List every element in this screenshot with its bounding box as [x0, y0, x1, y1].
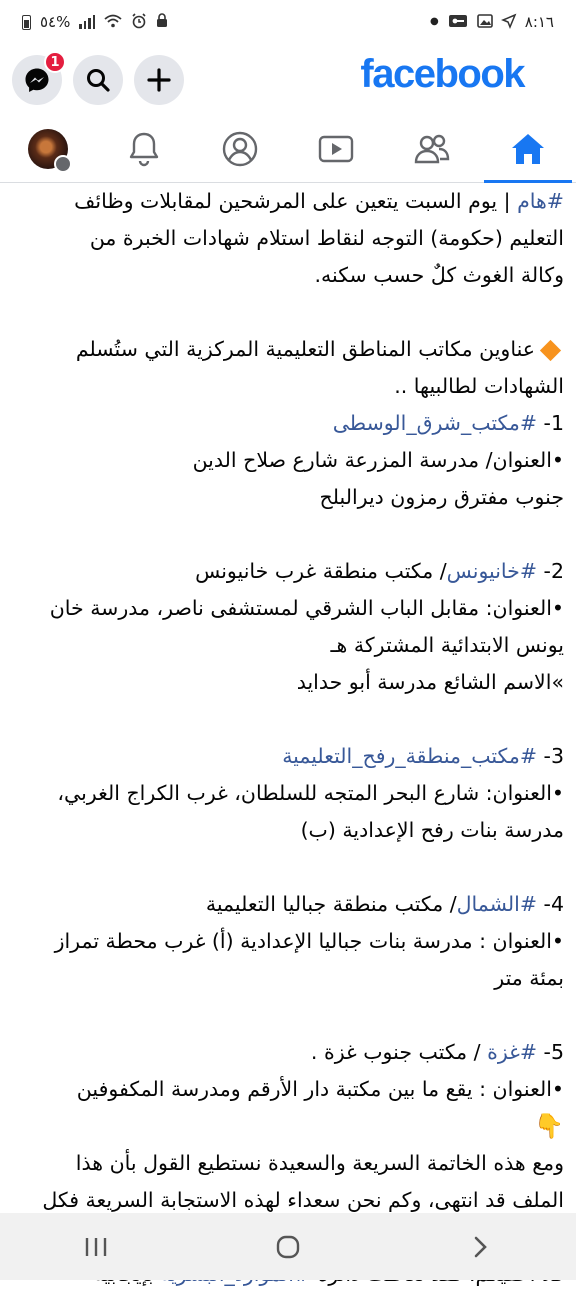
- post-line: •العنوان: مقابل الباب الشرقي لمستشفى ناصر، مدرسة خان: [49, 596, 564, 620]
- post-line: التعليم (حكومة) التوجه لنقاط استلام شهادات الخبرة من: [89, 226, 564, 250]
- dot-icon: ●: [430, 16, 439, 27]
- post-line: بمئة متر: [494, 966, 564, 990]
- post-line: الملف قد انتهى، وكم نحن سعداء لهذه الاستجابة السريعة فكل: [42, 1188, 564, 1212]
- status-right: [430, 13, 554, 31]
- item-number: 4-: [537, 892, 564, 916]
- pointing-down-icon: 👇: [534, 1112, 564, 1140]
- gallery-icon: [477, 14, 493, 31]
- tab-menu[interactable]: [0, 116, 96, 182]
- spacer: [10, 701, 564, 738]
- signal-icon: [79, 15, 95, 29]
- tab-notifications[interactable]: [96, 116, 192, 182]
- text-span: / مكتب منطقة غرب خانيونس: [195, 559, 447, 583]
- spacer: [10, 294, 564, 331]
- back-button[interactable]: [440, 1222, 520, 1272]
- post-line: [10, 1034, 564, 1071]
- system-nav-bar: [0, 1213, 576, 1280]
- text-span: / مكتب منطقة جباليا التعليمية: [205, 892, 457, 916]
- post-text: [0, 183, 576, 1213]
- orange-diamond-icon: [540, 339, 561, 360]
- text-span: | يوم السبت يتعين على المرشحين لمقابلات وظائف: [74, 189, 518, 213]
- bell-icon: [128, 131, 160, 167]
- post-line: [10, 886, 564, 923]
- post-line: [10, 331, 564, 368]
- post-line: جنوب مفترق رمزون ديرالبلح: [319, 485, 564, 509]
- facebook-logo[interactable]: facebook: [360, 52, 524, 96]
- post-line: [10, 553, 564, 590]
- spacer: [10, 516, 564, 553]
- wifi-icon: [104, 14, 122, 31]
- messenger-badge: 1: [44, 51, 66, 73]
- lock-icon: [156, 13, 168, 31]
- post-line: •العنوان : يقع ما بين مكتبة دار الأرقم ومدرسة المكفوفين: [76, 1077, 564, 1101]
- item-number: 2-: [537, 559, 564, 583]
- profile-icon: [222, 131, 258, 167]
- friends-icon: [413, 133, 451, 165]
- create-button[interactable]: [134, 55, 184, 105]
- hashtag-link[interactable]: #هام: [517, 189, 564, 213]
- messenger-button[interactable]: [12, 55, 62, 105]
- home-icon: [510, 132, 546, 166]
- hashtag-link[interactable]: #مكتب_شرق_الوسطى: [332, 411, 538, 435]
- hashtag-link[interactable]: #خانيونس: [446, 559, 538, 583]
- post-line: [10, 183, 564, 220]
- hashtag-link[interactable]: #غزة: [487, 1040, 538, 1064]
- menu-icon: [54, 155, 72, 173]
- battery-icon: [22, 15, 31, 30]
- search-icon: [85, 67, 111, 93]
- post-line: الشهادات لطالبيها ..: [394, 374, 564, 398]
- plus-icon: [147, 68, 171, 92]
- avatar: [28, 129, 68, 169]
- post-line: •العنوان/ مدرسة المزرعة شارع صلاح الدين: [192, 448, 564, 472]
- item-number: 5-: [537, 1040, 564, 1064]
- post-line: وكالة الغوث كلٌ حسب سكنه.: [314, 263, 564, 287]
- text-span: / مكتب جنوب غزة .: [310, 1040, 488, 1064]
- post-line: [10, 738, 564, 775]
- hashtag-link[interactable]: #الشمال: [456, 892, 538, 916]
- tab-friends[interactable]: [384, 116, 480, 182]
- chevron-right-icon: [471, 1235, 489, 1259]
- post-line: •العنوان: شارع البحر المتجه للسلطان، غرب الكراج الغربي،: [57, 781, 564, 805]
- recent-apps-button[interactable]: [56, 1222, 136, 1272]
- post-line: ومع هذه الخاتمة السريعة والسعيدة نستطيع القول بأن هذا: [75, 1151, 564, 1175]
- post-line: يونس الابتدائية المشتركة هـ: [330, 633, 564, 657]
- alarm-icon: [131, 13, 147, 32]
- tab-bar: [0, 116, 576, 183]
- item-number: 1-: [537, 411, 564, 435]
- tab-watch[interactable]: [288, 116, 384, 182]
- post-line: »الاسم الشائع مدرسة أبو حدايد: [296, 670, 564, 694]
- post-line: مدرسة بنات رفح الإعدادية (ب): [300, 818, 564, 842]
- spacer: [10, 997, 564, 1034]
- spacer: [10, 849, 564, 886]
- status-left: [22, 13, 168, 32]
- home-nav-button[interactable]: [248, 1222, 328, 1272]
- recent-apps-icon: [84, 1236, 108, 1258]
- battery-percent: ٥٤%: [40, 13, 71, 31]
- clock-time: ٨:١٦: [524, 13, 554, 31]
- navigation-icon: [502, 14, 516, 31]
- text-span: عناوين مكاتب المناطق التعليمية المركزية التي ستُسلم: [75, 337, 535, 361]
- tab-profile[interactable]: [192, 116, 288, 182]
- post-line: •العنوان : مدرسة بنات جباليا الإعدادية (أ) غرب محطة تمراز: [54, 929, 564, 953]
- item-number: 3-: [537, 744, 564, 768]
- status-bar: [0, 0, 576, 44]
- tab-home[interactable]: [480, 116, 576, 182]
- hashtag-link[interactable]: #مكتب_منطقة_رفح_التعليمية: [282, 744, 538, 768]
- search-button[interactable]: [73, 55, 123, 105]
- vpn-key-icon: [448, 14, 468, 31]
- app-header: [0, 44, 576, 116]
- video-icon: [318, 134, 354, 164]
- post-line: [10, 405, 564, 442]
- home-circle-icon: [275, 1234, 301, 1260]
